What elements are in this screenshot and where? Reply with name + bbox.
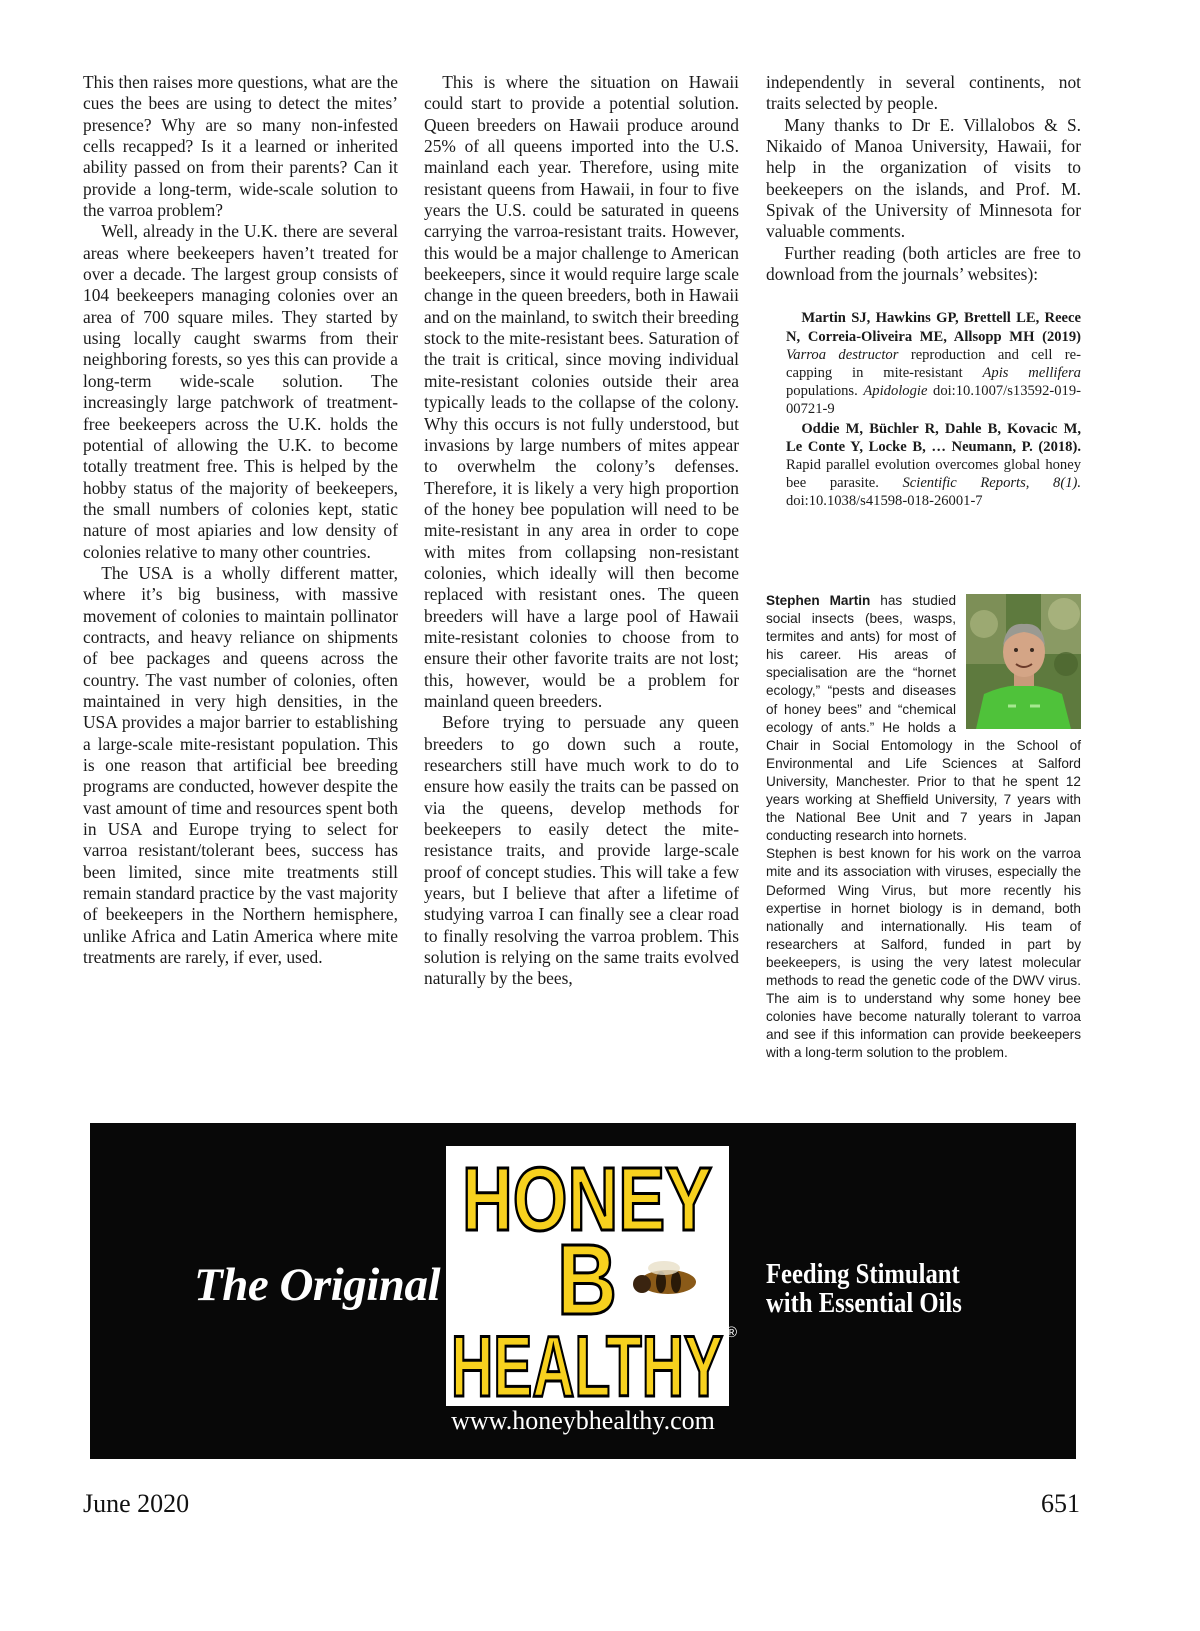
reference-item xyxy=(766,420,1081,511)
paragraph: Many thanks to Dr E. Villalobos & S. Nikaido of Manoa University, Hawaii, for help in the organization of visits to beekeepers on the islands, and Prof. M. Spivak of the University of Minnesota for valuable comments. xyxy=(766,114,1081,242)
paragraph: Before trying to persuade any queen breeders to go down such a route, researchers still have much work to do to ensure how easily the traits can be passed on via the queens, develop methods for beekeepers to easily detect the mite-resistance traits, and provide large-scale proof of concept studies. This will take a few years, but I believe that after a lifetime of studying varroa I can finally see a clear road to finally resolving the varroa problem. This solution is relying on the same traits evolved naturally by the bees, xyxy=(424,712,739,989)
reference-italic: Varroa destructor xyxy=(786,346,899,363)
reference-journal: Scientific Reports, 8(1). xyxy=(902,475,1081,492)
author-bio xyxy=(766,592,1081,1062)
paragraph: Well, already in the U.K. there are several areas where beekeepers haven’t treated for over a decade. The largest group consists of 104 beekeepers managing colonies over an area of 700 square miles. They started by using locally caught swarms from their neighboring forests, so yes this can provide a long-term wide-scale solution. The increasingly large patchwork of treatment-free beekeepers across the U.K. holds the potential of allowing the U.K. to become totally treatment free. This is helped by the hobby status of the majority of beekeepers, the small numbers of colonies kept, static nature of most apiaries and low density of colonies relative to many other countries. xyxy=(83,221,398,562)
paragraph: independently in several continents, not traits selected by people. xyxy=(766,72,1081,114)
article-column-1 xyxy=(83,72,398,968)
paragraph: Further reading (both articles are free to download from the journals’ websites): xyxy=(766,242,1081,285)
author-photo-image xyxy=(966,594,1081,729)
reference-authors: Oddie M, Büchler R, Dahle B, Kovacic M, Le Conte Y, Locke B, … Neumann, P. (2018). xyxy=(786,420,1081,455)
bio-text: Stephen is best known for his work on the varroa mite and its association with viruses, especially the Deformed Wing Virus, but more recently his expertise in hornet biology is in demand, both nationally and internationally. His team of researchers at Salford, funded in part by beekeepers, is using the very latest molecular methods to read the genetic code of the DWV virus. The aim is to understand why some honey bee colonies have become naturally tolerant to varroa and see if this information can provide beekeepers with a long-term solution to the problem. xyxy=(766,846,1081,1061)
article-column-2 xyxy=(424,72,739,990)
tagline-line: with Essential Oils xyxy=(766,1288,962,1319)
reference-text: Rapid parallel evolution overcomes global honey bee parasite. xyxy=(786,457,1081,492)
author-name: Stephen Martin xyxy=(766,593,871,608)
logo-healthy: HEALTHY xyxy=(451,1319,723,1406)
honey-b-healthy-logo xyxy=(446,1146,729,1436)
tagline-line: Feeding Stimulant xyxy=(766,1259,960,1290)
author-photo xyxy=(966,594,1081,729)
reference-doi: doi:10.1007/s13592-019-00721-9 xyxy=(786,383,1081,418)
paragraph: The USA is a wholly different matter, where it’s big business, with massive movement of colonies to maintain pollinator contracts, and heavy reliance on shipments of bee packages and queens across the country. The vast number of colonies, often maintained in very high densities, in the USA provides a major barrier to establishing a large-scale mite-resistant population. This is one reason that artificial bee breeding programs are conducted, however despite the vast amount of time and resources spent both in USA and Europe trying to select for varroa resistant/tolerant bees, success has been limited, since mite treatments still remain standard practice by the vast majority of beekeepers in the Northern hemisphere, unlike Africa and Latin America where mite treatments are rarely, if ever, used. xyxy=(83,562,398,968)
paragraph: This is where the situation on Hawaii could start to provide a potential solution. Queen breeders on Hawaii produce around 25% of all queens imported into the U.S. mainland each year. Therefore, using mite resistant queens from Hawaii, in four to five years the U.S. could be saturated in queens carrying the varroa-resistant traits. However, this would be a major challenge to American beekeepers, since it would require large scale change in the queen breeders, both in Hawaii and on the mainland, to switch their breeding stock to the mite-resistant bees. Saturation of the trait is critical, since moving individual mite-resistant colonies outside their area typically leads to the collapse of the colony. Why this occurs is not fully understood, but invasions by large numbers of mites appear to overwhelm the colony’s defenses. Therefore, it is likely a very high proportion of the honey bee population will need to be mite-resistant in any area in order to cope with mites from collapsing non-resistant colonies, which ideally will then become replaced with resistant ones. The queen breeders will have a large pool of Hawaii mite-resistant colonies to choose from to ensure their other favorite traits are not lost; this, however, would be a problem for mainland queen breeders. xyxy=(424,72,739,711)
ad-tagline xyxy=(766,1260,962,1318)
footer-date: June 2020 xyxy=(83,1489,190,1518)
reference-text: populations. xyxy=(786,383,864,400)
further-reading-list xyxy=(766,309,1081,510)
reference-journal: Apidologie xyxy=(863,383,928,400)
bio-text: has studied social insects (bees, wasps, termites and ants) for most of his career. His areas of specialisation are the “hornet ecology,” “pests and diseases of honey bees” and “chemical ecology of ants.” He holds a Chair in Social Entomology in the School of Environmental and Life Sciences at Salford University, Manchester. Prior to that he spent 12 years working at Sheffield University, 7 years with the National Bee Unit and 7 years in Japan conducting research into hornets. xyxy=(766,593,1081,844)
reference-item xyxy=(766,309,1081,418)
ad-website-link[interactable]: www.honeybhealthy.com xyxy=(451,1406,715,1435)
registered-mark: ® xyxy=(726,1324,738,1341)
article-column-3 xyxy=(766,72,1081,512)
ad-left-text: The Original xyxy=(194,1259,441,1311)
paragraph: This then raises more questions, what are the cues the bees are using to detect the mites’ presence? Why are so many non-infested cells recapped? Is it a learned or inherited ability passed on from their parents? Can it provide a long-term, wide-scale solution to the varroa problem? xyxy=(83,72,398,221)
reference-doi: doi:10.1038/s41598-018-26001-7 xyxy=(786,493,983,510)
reference-authors: Martin SJ, Hawkins GP, Brettell LE, Reece N, Correia-Oliveira ME, Allsopp MH (2019) xyxy=(786,310,1081,345)
logo-graphic xyxy=(446,1146,729,1406)
logo-b: B xyxy=(557,1224,617,1336)
page-number: 651 xyxy=(1041,1489,1080,1518)
reference-text: reproduction and cell re-capping in mite-resistant xyxy=(786,346,1081,382)
honey-b-healthy-advertisement[interactable] xyxy=(90,1123,1076,1459)
reference-italic: Apis mellifera xyxy=(982,365,1081,382)
logo-honey: HONEY xyxy=(462,1150,712,1250)
